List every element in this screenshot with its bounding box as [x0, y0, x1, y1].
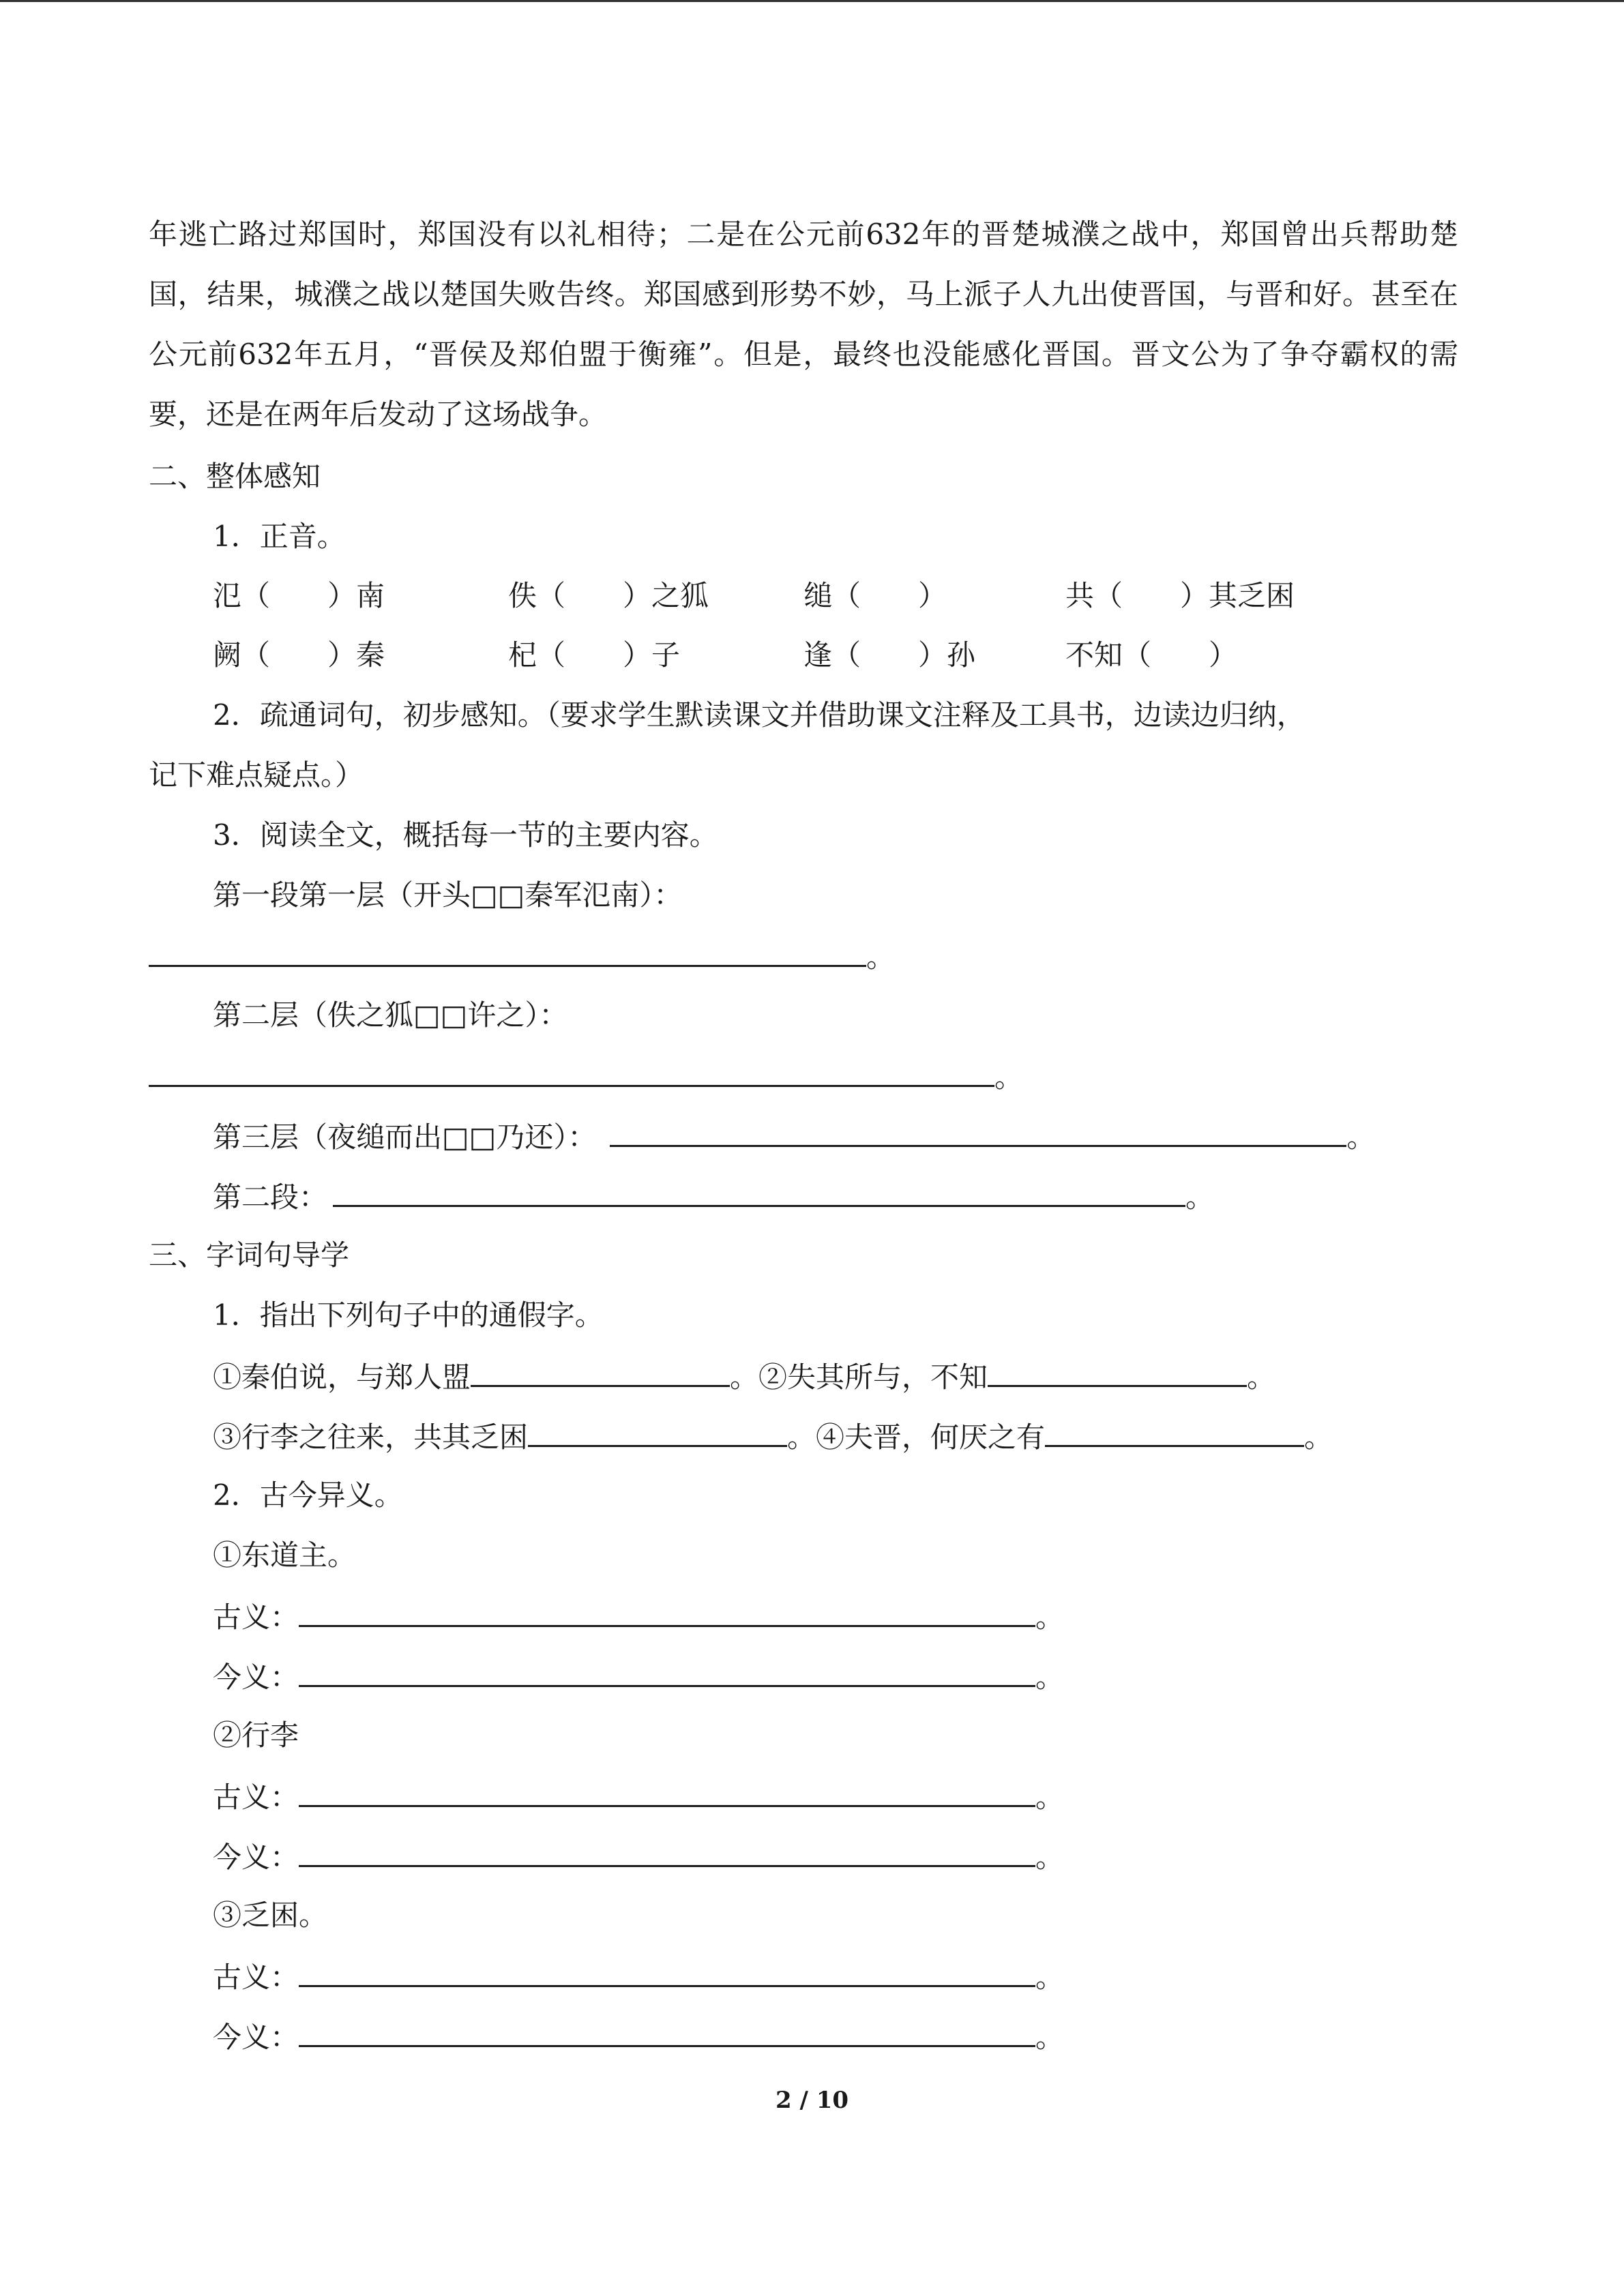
answer-blank[interactable] — [1045, 1415, 1304, 1447]
modern-meaning-row: 今义： 。 — [213, 2015, 1064, 2056]
word-title: ①东道主。 — [213, 1538, 357, 1572]
modern-meaning-row: 今义： 。 — [213, 1835, 1064, 1876]
pinyin-item: 杞（ ）子 — [508, 638, 681, 672]
pinyin-item: 共（ ）其乏困 — [1065, 579, 1295, 612]
para2-row: 第二段： 。 — [213, 1175, 1214, 1216]
item-gujin: 2．古今异义。 — [213, 1478, 403, 1512]
answer-blank[interactable] — [528, 1415, 787, 1447]
page-number: 2 / 10 — [775, 2087, 849, 2114]
answer-blank[interactable] — [299, 1955, 1035, 1987]
section3-title: 三、字词句导学 — [149, 1238, 350, 1272]
section2-title: 二、整体感知 — [149, 460, 321, 493]
answer-blank[interactable] — [299, 1835, 1035, 1867]
answer-blank[interactable] — [610, 1115, 1346, 1147]
word-title: ②行李 — [213, 1718, 299, 1752]
item-shutong-line1: 2．疏通词句，初步感知。（要求学生默读课文并借助课文注释及工具书，边读边归纳， — [213, 698, 1305, 732]
modern-meaning-row: 今义： 。 — [213, 1655, 1064, 1696]
item-tongjia: 1．指出下列句子中的通假字。 — [213, 1298, 604, 1332]
answer-blank[interactable] — [299, 2015, 1035, 2047]
layer2-answer: 。 — [149, 1055, 1023, 1096]
layer1-label: 第一段第一层（开头□□秦军氾南）： — [213, 878, 683, 912]
layer1-answer: 。 — [149, 935, 895, 976]
ancient-meaning-row: 古义： 。 — [213, 1595, 1064, 1636]
pinyin-item: 逢（ ）孙 — [803, 638, 976, 672]
answer-blank[interactable] — [471, 1355, 730, 1387]
item-shutong-line2: 记下难点疑点。） — [149, 758, 364, 792]
ancient-meaning-row: 古义： 。 — [213, 1955, 1064, 1996]
pinyin-item: 缒（ ） — [803, 579, 947, 612]
answer-blank[interactable] — [149, 935, 866, 967]
pinyin-item: 不知（ ） — [1065, 638, 1238, 672]
answer-blank[interactable] — [988, 1355, 1247, 1387]
answer-blank[interactable] — [333, 1175, 1185, 1207]
item-yuedu: 3．阅读全文，概括每一节的主要内容。 — [213, 818, 718, 852]
answer-blank[interactable] — [149, 1055, 994, 1087]
word-title: ③乏困。 — [213, 1898, 328, 1932]
answer-blank[interactable] — [299, 1655, 1035, 1687]
pinyin-item: 佚（ ）之狐 — [508, 579, 709, 612]
tongjia-row-2: ③行李之往来，共其乏困 。④夫晋，何厌之有 。 — [213, 1415, 1333, 1456]
layer2-label: 第二层（佚之狐□□许之）： — [213, 998, 568, 1032]
pinyin-item: 阙（ ）秦 — [213, 638, 385, 672]
tongjia-row-1: ①秦伯说，与郑人盟 。②失其所与，不知 。 — [213, 1355, 1275, 1396]
answer-blank[interactable] — [299, 1775, 1035, 1807]
layer3-row: 第三层（夜缒而出□□乃还）： 。 — [213, 1115, 1375, 1156]
intro-paragraph: 年逃亡路过郑国时，郑国没有以礼相待；二是在公元前632年的晋楚城濮之战中，郑国曾出兵帮助楚国，结果，城濮之战以楚国失败告终。郑国感到形势不妙，马上派子人九出使晋国，与晋和好。甚至在公元前632年五月，“晋侯及郑伯盟于衡雍”。但是，最终也没能感化晋国。晋文公为了争夺霸权的需要，还是在两年后发动了这场战争。 — [149, 218, 1458, 431]
page-top-border — [0, 0, 1624, 2]
answer-blank[interactable] — [299, 1595, 1035, 1627]
item-zhengyin: 1．正音。 — [213, 520, 346, 553]
ancient-meaning-row: 古义： 。 — [213, 1775, 1064, 1816]
pinyin-item: 氾（ ）南 — [213, 579, 385, 612]
